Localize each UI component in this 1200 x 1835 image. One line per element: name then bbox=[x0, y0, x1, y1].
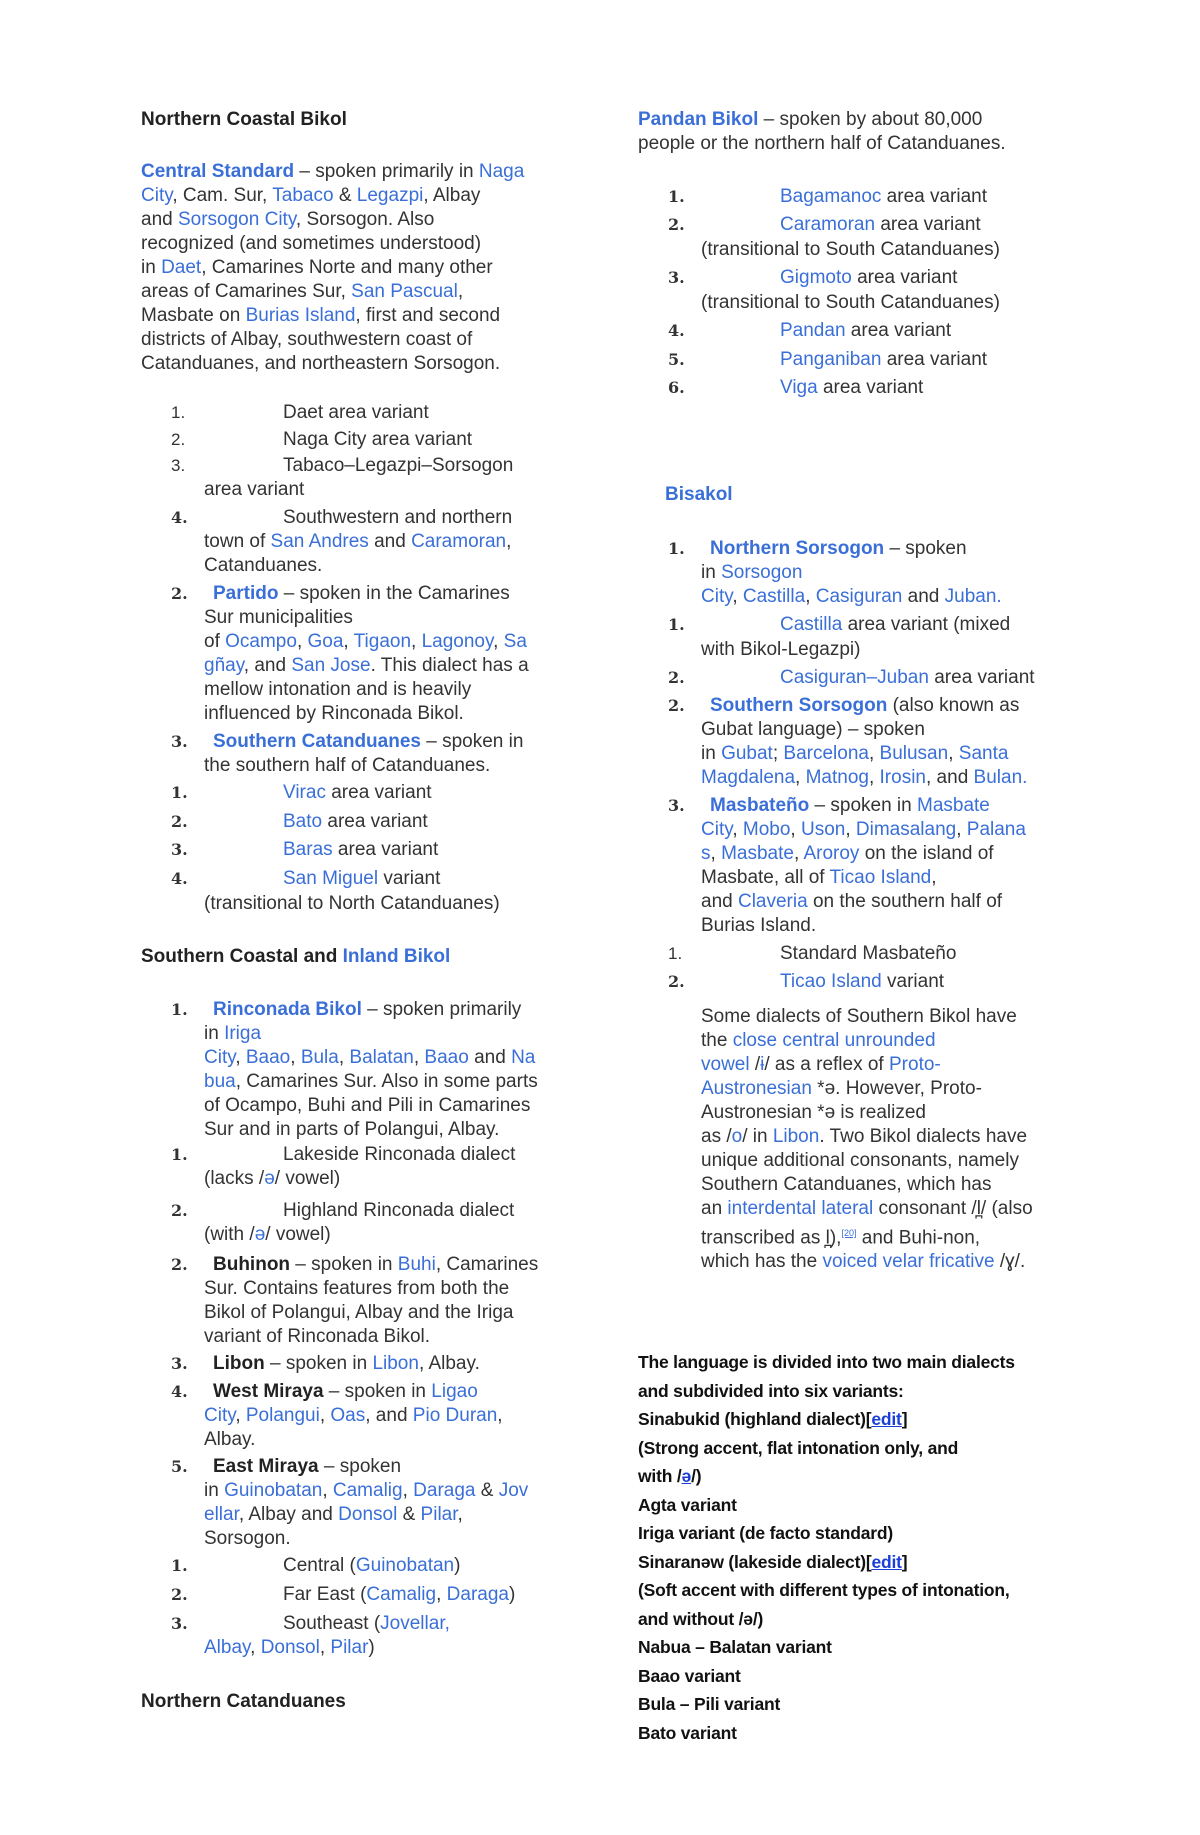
juban-link[interactable]: Juban. bbox=[944, 586, 1002, 607]
sorsogon-link[interactable]: Sorsogon bbox=[721, 562, 803, 583]
tigaon-link[interactable]: Tigaon bbox=[353, 631, 412, 652]
list-item-southern-sorsogon: 2. Southern Sorsogon (also known as Gubat language) – spoken in Gubat; Barcelona, Bulusan, Santa Magdalena, Matnog, Irosin, and Bulan. bbox=[668, 695, 1028, 788]
nabua-link-cont[interactable]: bua bbox=[204, 1071, 236, 1092]
viga-link[interactable]: Viga bbox=[780, 377, 818, 398]
libon-link-2[interactable]: Libon bbox=[772, 1126, 820, 1147]
ticao-island-link-2[interactable]: Ticao Island bbox=[780, 971, 882, 992]
tabaco-link[interactable]: Tabaco bbox=[272, 185, 334, 206]
san-miguel-link[interactable]: San Miguel bbox=[283, 868, 379, 889]
ticao-island-link[interactable]: Ticao Island bbox=[829, 867, 932, 888]
proto-austronesian-link[interactable]: Proto- bbox=[889, 1054, 941, 1075]
burias-island-link[interactable]: Burias Island bbox=[245, 305, 356, 326]
guinobatan-link[interactable]: Guinobatan bbox=[224, 1480, 323, 1501]
pandan-bikol-paragraph: Pandan Bikol – spoken by about 80,000 people or the northern half of Catanduanes. bbox=[638, 109, 1006, 154]
iriga-city-link[interactable]: City bbox=[204, 1047, 236, 1068]
daraga-link-2[interactable]: Daraga bbox=[446, 1584, 509, 1605]
albay-link[interactable]: Albay bbox=[204, 1637, 251, 1658]
heading-northern-coastal-bikol: Northern Coastal Bikol bbox=[141, 109, 347, 130]
gigmoto-link[interactable]: Gigmoto bbox=[780, 267, 852, 288]
donsol-link-2[interactable]: Donsol bbox=[260, 1637, 320, 1658]
edit-link-2[interactable]: edit bbox=[871, 1551, 902, 1572]
santa-magdalena-link[interactable]: Santa bbox=[958, 743, 1009, 764]
vowel-link[interactable]: vowel bbox=[701, 1054, 750, 1075]
schwa-link-3[interactable]: ə bbox=[681, 1466, 692, 1486]
camalig-link[interactable]: Camalig bbox=[332, 1480, 403, 1501]
uson-link[interactable]: Uson bbox=[800, 819, 846, 840]
pilar-link[interactable]: Pilar bbox=[420, 1504, 458, 1525]
san-andres-link[interactable]: San Andres bbox=[270, 531, 369, 552]
northern-sorsogon-link[interactable]: Northern Sorsogon bbox=[710, 538, 885, 559]
polangui-link[interactable]: Polangui bbox=[245, 1405, 320, 1426]
oas-link[interactable]: Oas bbox=[330, 1405, 366, 1426]
proto-austronesian-link-cont[interactable]: Austronesian bbox=[701, 1078, 812, 1099]
palanas-link[interactable]: Palana bbox=[966, 819, 1026, 840]
jovellar-link-cont[interactable]: ellar bbox=[204, 1504, 239, 1525]
bato-link[interactable]: Bato bbox=[283, 811, 323, 832]
castilla-link-2[interactable]: Castilla bbox=[780, 614, 843, 635]
camalig-link-2[interactable]: Camalig bbox=[366, 1584, 437, 1605]
santa-magdalena-link-cont[interactable]: Magdalena bbox=[701, 767, 796, 788]
list-item-east-miraya: 5. East Miraya – spoken in Guinobatan, Camalig, Daraga & Jov ellar, Albay and Donsol & Pilar, Sorsogon. bbox=[171, 1456, 529, 1549]
sagnay-link-cont[interactable]: gñay bbox=[204, 655, 244, 676]
schwa-link[interactable]: ə bbox=[264, 1168, 275, 1189]
iriga-link[interactable]: Iriga bbox=[224, 1023, 262, 1044]
casiguran-link[interactable]: Casiguran bbox=[815, 586, 903, 607]
east-miraya-label: East Miraya bbox=[213, 1456, 319, 1477]
citation-20-link[interactable]: [20] bbox=[841, 1228, 857, 1238]
lagonoy-link[interactable]: Lagonoy bbox=[421, 631, 494, 652]
central-standard-paragraph: Central Standard – spoken primarily in Naga City, Cam. Sur, Tabaco & Legazpi, Albay and Sorsogon City, Sorsogon. Also recognized (and sometimes understood) in Daet, Camarines Norte and many other areas of Camarines Sur, San Pascual, Masbate on Burias Island, first and second districts of Albay, southwestern coast of Catanduanes, and northeastern Sorsogon. bbox=[141, 161, 525, 374]
phonology-paragraph: Some dialects of Southern Bikol have the close central unrounded vowel /ɨ/ as a reflex of Proto- Austronesian *ə. However, Proto- Austronesian *ə is realized as /o/ in Libon. Two Bikol dialects have unique additional consonants, namely Southern Catanduanes, which has an interdental lateral consonant /l̪/ (also transcribed as l̪),[20] and Buhi-non, which has the voiced velar fricative /ɣ/. bbox=[701, 1006, 1033, 1273]
ligao-city-link[interactable]: City bbox=[204, 1405, 236, 1426]
southern-catanduanes-link[interactable]: Southern Catanduanes bbox=[213, 731, 421, 752]
west-miraya-label: West Miraya bbox=[213, 1381, 324, 1402]
pandan-bikol-link[interactable]: Pandan Bikol bbox=[638, 109, 759, 130]
heading-northern-catanduanes: Northern Catanduanes bbox=[141, 1691, 346, 1712]
list-item-libon: 3. Libon – spoken in Libon, Albay. bbox=[171, 1353, 480, 1374]
pilar-link-2[interactable]: Pilar bbox=[330, 1637, 369, 1658]
masbate-link-2[interactable]: Masbate bbox=[721, 843, 794, 864]
list-item-buhinon: 2. Buhinon – spoken in Buhi, Camarines Sur. Contains features from both the Bikol of Polangui, Albay and the Iriga variant of Rinconada Bikol. bbox=[171, 1254, 539, 1347]
list-item-rinconada: 1. Rinconada Bikol – spoken primarily in Iriga City, Baao, Bula, Balatan, Baao and Na bua, Camarines Sur. Also in some parts of Ocampo, Buhi and Pili in Camarines Sur and in parts of Polangui, Albay. bbox=[171, 999, 538, 1140]
libon-label: Libon bbox=[213, 1353, 265, 1374]
ipa-i-link[interactable]: ɨ bbox=[760, 1054, 765, 1075]
daraga-link[interactable]: Daraga bbox=[413, 1480, 476, 1501]
southern-sorsogon-link[interactable]: Southern Sorsogon bbox=[710, 695, 888, 716]
bulan-link[interactable]: Bulan. bbox=[973, 767, 1028, 788]
aroroy-link[interactable]: Aroroy bbox=[803, 843, 860, 864]
ipa-o-link[interactable]: o bbox=[731, 1126, 743, 1147]
bulusan-link[interactable]: Bulusan bbox=[879, 743, 949, 764]
pio-duran-link[interactable]: Pio Duran bbox=[412, 1405, 498, 1426]
virac-link[interactable]: Virac bbox=[283, 782, 326, 803]
naga-city-link[interactable]: City bbox=[141, 185, 173, 206]
dialects-note: The language is divided into two main dialects and subdivided into six variants: Sinabukid (highland dialect)[edit] (Strong accent, flat intonation only, and with /ə/) Agta variant Iriga variant (de facto standard) Sinaranəw (lakeside dialect)[edit] (Soft accent with different types of intonation, and without /ə/) Nabua – Balatan variant Baao variant Bula – Pili variant Bato variant bbox=[638, 1352, 1015, 1743]
balatan-link[interactable]: Balatan bbox=[349, 1047, 414, 1068]
irosin-link[interactable]: Irosin bbox=[879, 767, 926, 788]
palanas-link-cont[interactable]: s bbox=[701, 843, 711, 864]
sorsogon-city-link-2[interactable]: City bbox=[701, 586, 733, 607]
masbateno-link[interactable]: Masbateño bbox=[710, 795, 810, 816]
castilla-link[interactable]: Castilla bbox=[742, 586, 806, 607]
masbate-link[interactable]: Masbate bbox=[917, 795, 990, 816]
baras-link[interactable]: Baras bbox=[283, 839, 333, 860]
interdental-lateral-link[interactable]: interdental lateral bbox=[727, 1198, 874, 1219]
pandan-link[interactable]: Pandan bbox=[780, 320, 846, 341]
dimasalang-link[interactable]: Dimasalang bbox=[855, 819, 957, 840]
ligao-link[interactable]: Ligao bbox=[431, 1381, 478, 1402]
donsol-link[interactable]: Donsol bbox=[338, 1504, 398, 1525]
bagamanoc-link[interactable]: Bagamanoc bbox=[780, 186, 882, 207]
matnog-link[interactable]: Matnog bbox=[805, 767, 869, 788]
voiced-velar-fricative-link[interactable]: voiced velar fricative bbox=[822, 1251, 995, 1273]
list-item-masbateno: 3. Masbateño – spoken in Masbate City, Mobo, Uson, Dimasalang, Palana s, Masbate, Aroroy on the island of Masbate, all of Ticao Island, and Claveria on the southern half of Burias Island. bbox=[668, 795, 1026, 936]
san-jose-link[interactable]: San Jose bbox=[291, 655, 371, 676]
baao-link[interactable]: Baao bbox=[245, 1047, 291, 1068]
libon-link[interactable]: Libon bbox=[372, 1353, 419, 1374]
list-item-west-miraya: 4. West Miraya – spoken in Ligao City, Polangui, Oas, and Pio Duran, Albay. bbox=[171, 1381, 503, 1450]
nabua-link[interactable]: Na bbox=[511, 1047, 536, 1068]
document-page: Northern Coastal Bikol Central Standard – spoken primarily in Naga City, Cam. Sur, Tabaco & Legazpi, Albay and Sorsogon City, Sorsogon. Also recognized (and sometimes understood) in Daet, Camarines Norte and many other areas of Camarines Sur, San Pascual, Masbate on Burias Island, first and second districts of Albay, southwestern coast of Catanduanes, and northeastern Sorsogon. 1. Daet area variant 2. Naga City area variant 3. Tabaco–Legazpi–Sorsogon area variant 4. Southwestern and northern town of San Andres and Caramoran, Catanduanes. 2. Partido – spoken in the Camarines Sur municipalities of Ocampo, Goa, Tigaon, Lagonoy, Sa gñay, and San Jose. This dialect has a mellow intonation and is heavily influenced by Rinconada Bikol. 3. Southern Catanduanes – spoken in the southern half of Catanduanes. 1. Virac area variant 2. Bato area variant 3. Baras area variant 4. San Miguel variant (transitional to North Catanduanes) Southern Coastal and Inland Bikol 1. Rinconada Bikol – spoken primarily in Iriga City, Baao, Bula, Balatan, Baao and Na bua, Camarines Sur. Also in some parts of Ocampo, Buhi and Pili in Camarines Sur and in parts of Polangui, Albay. 1. Lakeside Rinconada dialect (lacks /ə/ vowel) 2. Highland Rinconada dialect (with /ə/ vowel) 2. Buhinon – spoken in Buhi, Camarines Sur. Contains features from both the Bikol of Polangui, Albay and the Iriga variant of Rinconada Bikol. 3. Libon – spoken in Libon, Albay. 4. West Miraya – spoken in Ligao City, Polangui, Oas, and Pio Duran, Albay. 5. East Miraya – spoken in Guinobatan, Camalig, Daraga & Jov ellar, Albay and Donsol & Pilar, Sorsogon. 1. Central (Guinobatan) 2. Far East (Camalig, Daraga) 3. Southeast (Jovellar, Albay, Donsol, Pilar) Northern Catanduanes Pandan Bikol – spoken by about 80,000 people or the northern half of Catanduanes. 1. Bagamanoc area variant 2. Caramoran area variant (transitional to South Catanduanes) 3. Gigmoto area variant (transitional to South Catanduanes) 4. Pandan area variant 5. Panganiban area variant 6. Viga area variant Bisakol 1. Northern Sorsogon – spoken in Sorsogon City, Castilla, Casiguran and Juban. 1. Castilla area variant (mixed with Bikol-Legazpi) 2. Casiguran–Juban area variant 2. Southern Sorsogon (also known as Gubat language) – spoken in Gubat; Barcelona, Bulusan, Santa Magdalena, Matnog, Irosin, and Bulan. 3. Masbateño – spoken in Masbate City, Mobo, Uson, Dimasalang, Palana s, Masbate, Aroroy on the island of Masbate, all of Ticao Island, and Claveria on the southern half of Burias Island. 1. Standard Masbateño 2. Ticao Island variant Some dialects of Southern Bikol have the close central unrounded vowel /ɨ/ as a reflex of Proto- Austronesian *ə. However, Proto- Austronesian *ə is realized as /o/ in Libon. Two Bikol dialects have unique additional consonants, namely Southern Catanduanes, which has an interdental lateral consonant /l̪/ (also transcribed as l̪),[20] and Buhi-non, which has the voiced velar fricative /ɣ/. The language is divided into two main dialects and subdivided into six variants: Sinabukid (highland dialect)[edit] (Strong accent, flat intonation only, and with /ə/) Agta variant Iriga variant (de facto standard) Sinaranəw (lakeside dialect)[edit] (Soft accent with different types of intonation, and without /ə/) Nabua – Balatan variant Baao variant Bula – Pili variant Bato variant bbox=[0, 0, 1200, 1835]
masbate-city-link[interactable]: City bbox=[701, 819, 733, 840]
claveria-link[interactable]: Claveria bbox=[737, 891, 808, 912]
buhinon-label: Buhinon bbox=[213, 1254, 291, 1275]
caramoran-link-2[interactable]: Caramoran bbox=[780, 214, 876, 235]
goa-link[interactable]: Goa bbox=[307, 631, 344, 652]
list-item-partido: 2. Partido – spoken in the Camarines Sur municipalities of Ocampo, Goa, Tigaon, Lagonoy, Sa gñay, and San Jose. This dialect has a mellow intonation and is heavily influenced by Rinconada Bikol. bbox=[171, 583, 529, 724]
jovellar-link[interactable]: Jov bbox=[498, 1480, 529, 1501]
central-standard-link[interactable]: Central Standard bbox=[141, 161, 295, 182]
bula-link[interactable]: Bula bbox=[300, 1047, 339, 1068]
list-item-northern-sorsogon: 1. Northern Sorsogon – spoken in Sorsogon City, Castilla, Casiguran and Juban. bbox=[668, 538, 1002, 607]
guinobatan-link-2[interactable]: Guinobatan bbox=[355, 1555, 455, 1576]
rinconada-bikol-link[interactable]: Rinconada Bikol bbox=[213, 999, 362, 1020]
barcelona-link[interactable]: Barcelona bbox=[783, 743, 869, 764]
bisakol-link[interactable]: Bisakol bbox=[665, 484, 733, 505]
partido-link[interactable]: Partido bbox=[213, 583, 279, 604]
sorsogon-city-link[interactable]: Sorsogon City bbox=[177, 209, 296, 230]
daet-link[interactable]: Daet bbox=[161, 257, 202, 278]
gubat-link[interactable]: Gubat bbox=[721, 743, 773, 764]
edit-link[interactable]: edit bbox=[871, 1409, 902, 1429]
list-item-southern-catanduanes: 3. Southern Catanduanes – spoken in the southern half of Catanduanes. bbox=[171, 731, 524, 776]
legazpi-link[interactable]: Legazpi bbox=[356, 185, 424, 206]
panganiban-link[interactable]: Panganiban bbox=[780, 349, 882, 370]
heading-southern-coastal-inland-bikol: Southern Coastal and Inland Bikol bbox=[141, 946, 451, 967]
casiguran-juban-link[interactable]: Casiguran–Juban bbox=[780, 667, 929, 688]
naga-link[interactable]: Naga bbox=[478, 161, 525, 182]
close-central-unrounded-link[interactable]: close central unrounded bbox=[732, 1030, 936, 1051]
buhi-link[interactable]: Buhi bbox=[397, 1254, 436, 1275]
sagnay-link[interactable]: Sa bbox=[503, 631, 527, 652]
mobo-link[interactable]: Mobo bbox=[742, 819, 791, 840]
san-pascual-link[interactable]: San Pascual bbox=[351, 281, 458, 302]
schwa-link-2[interactable]: ə bbox=[254, 1224, 266, 1245]
ocampo-link[interactable]: Ocampo bbox=[225, 631, 297, 652]
baao-link-2[interactable]: Baao bbox=[424, 1047, 469, 1068]
jovellar-link-2[interactable]: Jovellar, bbox=[380, 1613, 450, 1634]
caramoran-link[interactable]: Caramoran bbox=[411, 531, 507, 552]
inland-bikol-link[interactable]: Inland Bikol bbox=[342, 946, 451, 967]
